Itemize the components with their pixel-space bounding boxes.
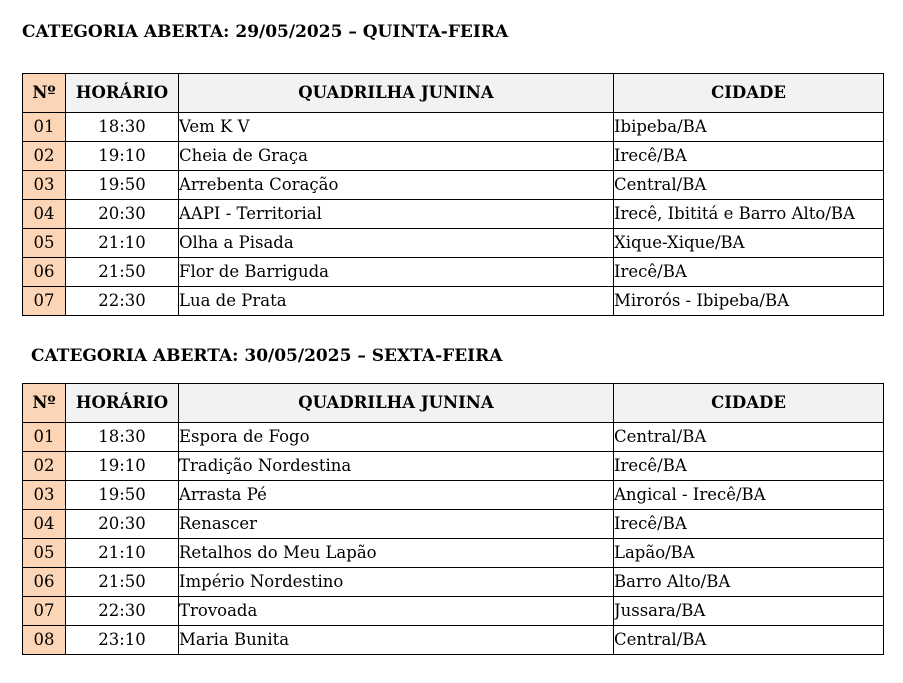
- table-row: [23, 171, 884, 200]
- table-row: [23, 142, 884, 171]
- header-time: HORÁRIO: [66, 74, 179, 113]
- table-header-row: [23, 74, 884, 113]
- cell-time: 21:10: [66, 229, 179, 258]
- cell-group: Tradição Nordestina: [179, 452, 614, 481]
- cell-time: 22:30: [66, 287, 179, 316]
- cell-group: Império Nordestino: [179, 568, 614, 597]
- cell-city: Mirorós - Ibipeba/BA: [614, 287, 884, 316]
- table-row: [23, 626, 884, 655]
- schedule-table-thursday: [22, 73, 884, 316]
- cell-group: Vem K V: [179, 113, 614, 142]
- header-number: Nº: [23, 384, 66, 423]
- cell-city: Ibipeba/BA: [614, 113, 884, 142]
- header-group: QUADRILHA JUNINA: [179, 74, 614, 113]
- section-title-thursday: CATEGORIA ABERTA: 29/05/2025 – QUINTA-FEIRA: [22, 22, 509, 42]
- cell-time: 20:30: [66, 510, 179, 539]
- cell-number: 03: [23, 171, 66, 200]
- cell-group: Trovoada: [179, 597, 614, 626]
- cell-number: 01: [23, 423, 66, 452]
- cell-time: 18:30: [66, 423, 179, 452]
- cell-group: Arrasta Pé: [179, 481, 614, 510]
- cell-number: 07: [23, 287, 66, 316]
- cell-number: 07: [23, 597, 66, 626]
- cell-city: Irecê, Ibititá e Barro Alto/BA: [614, 200, 884, 229]
- cell-city: Xique-Xique/BA: [614, 229, 884, 258]
- table-row: [23, 258, 884, 287]
- table-row: [23, 539, 884, 568]
- cell-city: Central/BA: [614, 423, 884, 452]
- cell-city: Irecê/BA: [614, 510, 884, 539]
- cell-time: 21:50: [66, 258, 179, 287]
- cell-group: Lua de Prata: [179, 287, 614, 316]
- rows-thursday: [23, 113, 884, 316]
- cell-time: 19:10: [66, 452, 179, 481]
- cell-number: 02: [23, 452, 66, 481]
- table-row: [23, 597, 884, 626]
- table-row: [23, 113, 884, 142]
- cell-group: Olha a Pisada: [179, 229, 614, 258]
- cell-number: 06: [23, 568, 66, 597]
- cell-number: 06: [23, 258, 66, 287]
- cell-number: 04: [23, 510, 66, 539]
- header-number: Nº: [23, 74, 66, 113]
- table-row: [23, 200, 884, 229]
- cell-number: 05: [23, 539, 66, 568]
- table-row: [23, 423, 884, 452]
- cell-number: 01: [23, 113, 66, 142]
- cell-time: 19:50: [66, 171, 179, 200]
- table-row: [23, 481, 884, 510]
- cell-time: 21:50: [66, 568, 179, 597]
- table-row: [23, 510, 884, 539]
- header-group: QUADRILHA JUNINA: [179, 384, 614, 423]
- cell-city: Irecê/BA: [614, 452, 884, 481]
- cell-number: 03: [23, 481, 66, 510]
- cell-time: 18:30: [66, 113, 179, 142]
- cell-city: Central/BA: [614, 626, 884, 655]
- cell-city: Central/BA: [614, 171, 884, 200]
- cell-number: 05: [23, 229, 66, 258]
- cell-group: Cheia de Graça: [179, 142, 614, 171]
- cell-time: 19:50: [66, 481, 179, 510]
- cell-time: 19:10: [66, 142, 179, 171]
- cell-city: Irecê/BA: [614, 258, 884, 287]
- cell-time: 22:30: [66, 597, 179, 626]
- table-header-row: [23, 384, 884, 423]
- section-title-friday: CATEGORIA ABERTA: 30/05/2025 – SEXTA-FEIRA: [31, 346, 503, 366]
- cell-time: 21:10: [66, 539, 179, 568]
- cell-group: Arrebenta Coração: [179, 171, 614, 200]
- table-row: [23, 568, 884, 597]
- cell-group: Flor de Barriguda: [179, 258, 614, 287]
- table-row: [23, 229, 884, 258]
- cell-city: Jussara/BA: [614, 597, 884, 626]
- cell-group: Renascer: [179, 510, 614, 539]
- cell-time: 23:10: [66, 626, 179, 655]
- cell-time: 20:30: [66, 200, 179, 229]
- table-row: [23, 287, 884, 316]
- cell-group: Maria Bunita: [179, 626, 614, 655]
- cell-city: Barro Alto/BA: [614, 568, 884, 597]
- cell-group: AAPI - Territorial: [179, 200, 614, 229]
- header-time: HORÁRIO: [66, 384, 179, 423]
- schedule-table-friday: [22, 383, 884, 655]
- cell-group: Espora de Fogo: [179, 423, 614, 452]
- table-row: [23, 452, 884, 481]
- rows-friday: [23, 423, 884, 655]
- cell-number: 08: [23, 626, 66, 655]
- cell-number: 04: [23, 200, 66, 229]
- cell-city: Angical - Irecê/BA: [614, 481, 884, 510]
- cell-city: Lapão/BA: [614, 539, 884, 568]
- cell-group: Retalhos do Meu Lapão: [179, 539, 614, 568]
- header-city: CIDADE: [614, 384, 884, 423]
- header-city: CIDADE: [614, 74, 884, 113]
- cell-city: Irecê/BA: [614, 142, 884, 171]
- cell-number: 02: [23, 142, 66, 171]
